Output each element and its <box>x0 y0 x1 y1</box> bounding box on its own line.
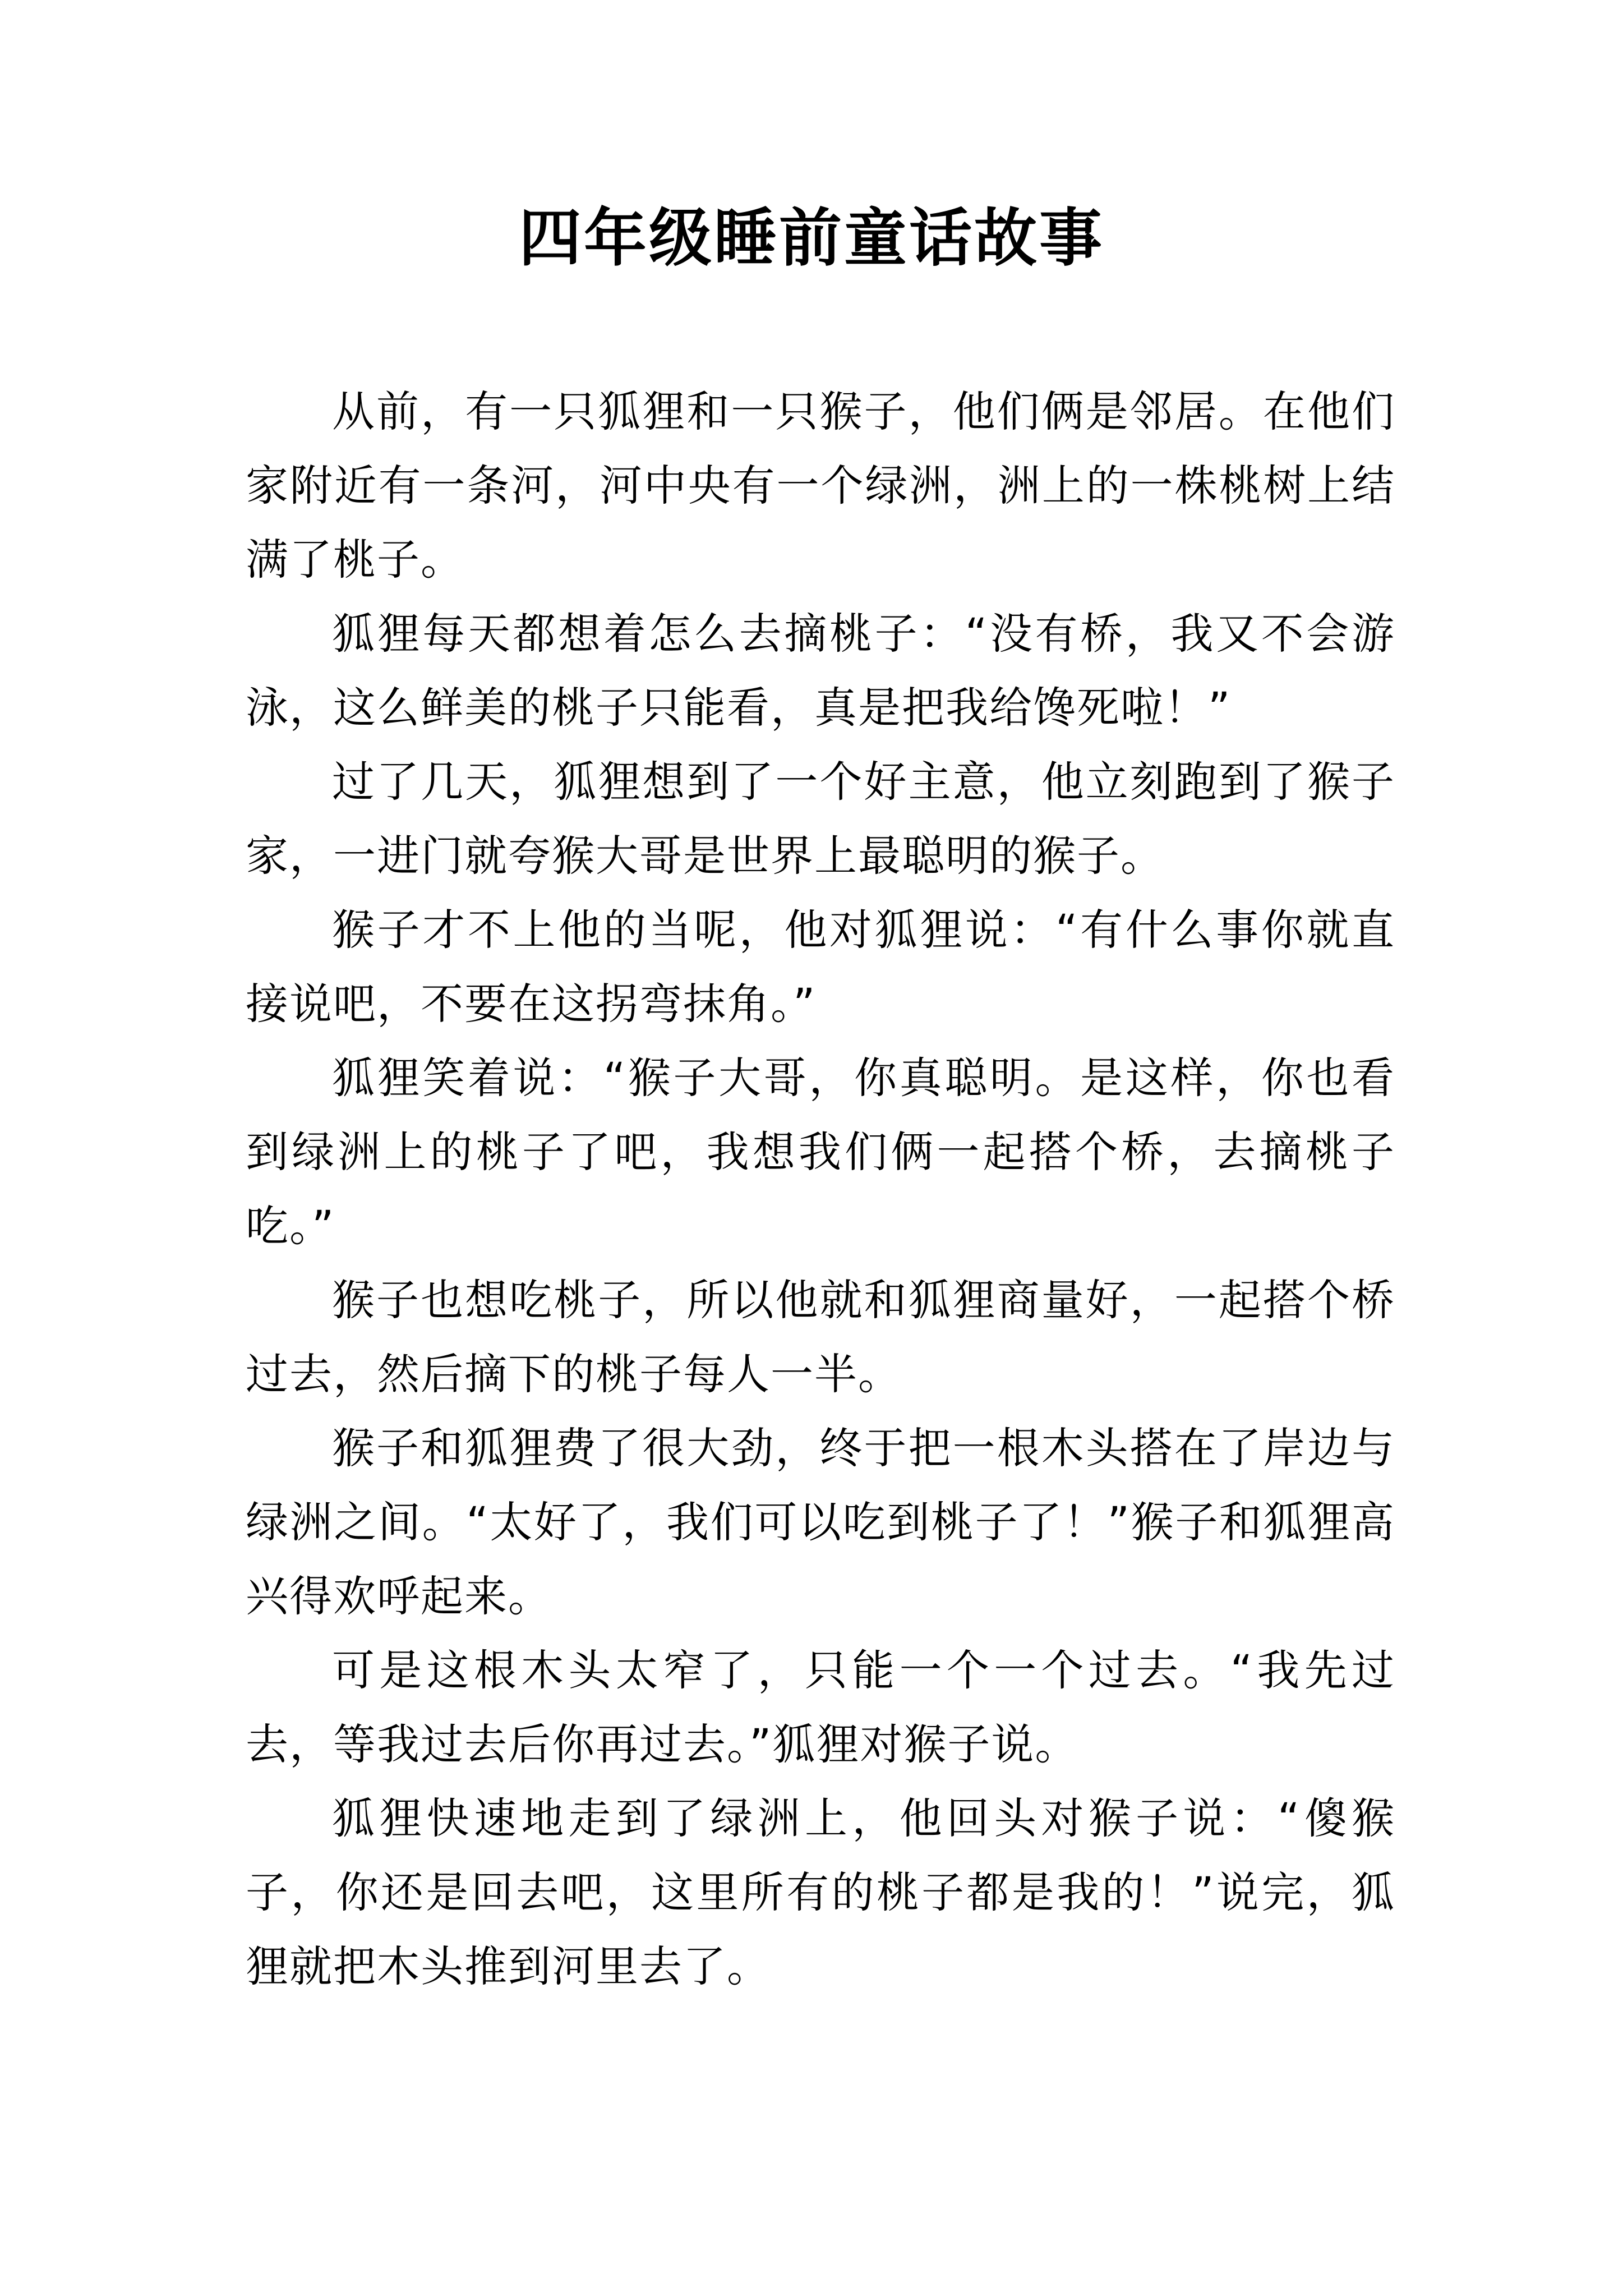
paragraph: 狐狸笑着说：“猴子大哥，你真聪明。是这样，你也看到绿洲上的桃子了吧，我想我们俩一起搭个桥，去摘桃子吃。” <box>246 1053 1395 1251</box>
paragraph: 猴子才不上他的当呢，他对狐狸说：“有什么事你就直接说吧，不要在这拐弯抹角。” <box>246 905 1395 1029</box>
paragraph: 可是这根木头太窄了，只能一个一个过去。“我先过去，等我过去后你再过去。”狐狸对猴子说。 <box>246 1645 1395 1769</box>
paragraph: 猴子和狐狸费了很大劲，终于把一根木头搭在了岸边与绿洲之间。“太好了，我们可以吃到桃子了！”猴子和狐狸高兴得欢呼起来。 <box>246 1423 1395 1621</box>
paragraph: 猴子也想吃桃子，所以他就和狐狸商量好，一起搭个桥过去，然后摘下的桃子每人一半。 <box>246 1275 1395 1399</box>
paragraph: 狐狸快速地走到了绿洲上，他回头对猴子说：“傻猴子，你还是回去吧，这里所有的桃子都是我的！”说完，狐狸就把木头推到河里去了。 <box>246 1793 1395 1991</box>
paragraph: 狐狸每天都想着怎么去摘桃子：“没有桥，我又不会游泳，这么鲜美的桃子只能看，真是把我给馋死啦！” <box>246 609 1395 733</box>
paragraph: 过了几天，狐狸想到了一个好主意，他立刻跑到了猴子家，一进门就夸猴大哥是世界上最聪明的猴子。 <box>246 757 1395 881</box>
page-title: 四年级睡前童话故事 <box>519 201 1104 275</box>
story-body <box>246 375 1395 2004</box>
paragraph: 从前，有一只狐狸和一只猴子，他们俩是邻居。在他们家附近有一条河，河中央有一个绿洲，洲上的一株桃树上结满了桃子。 <box>246 386 1395 585</box>
